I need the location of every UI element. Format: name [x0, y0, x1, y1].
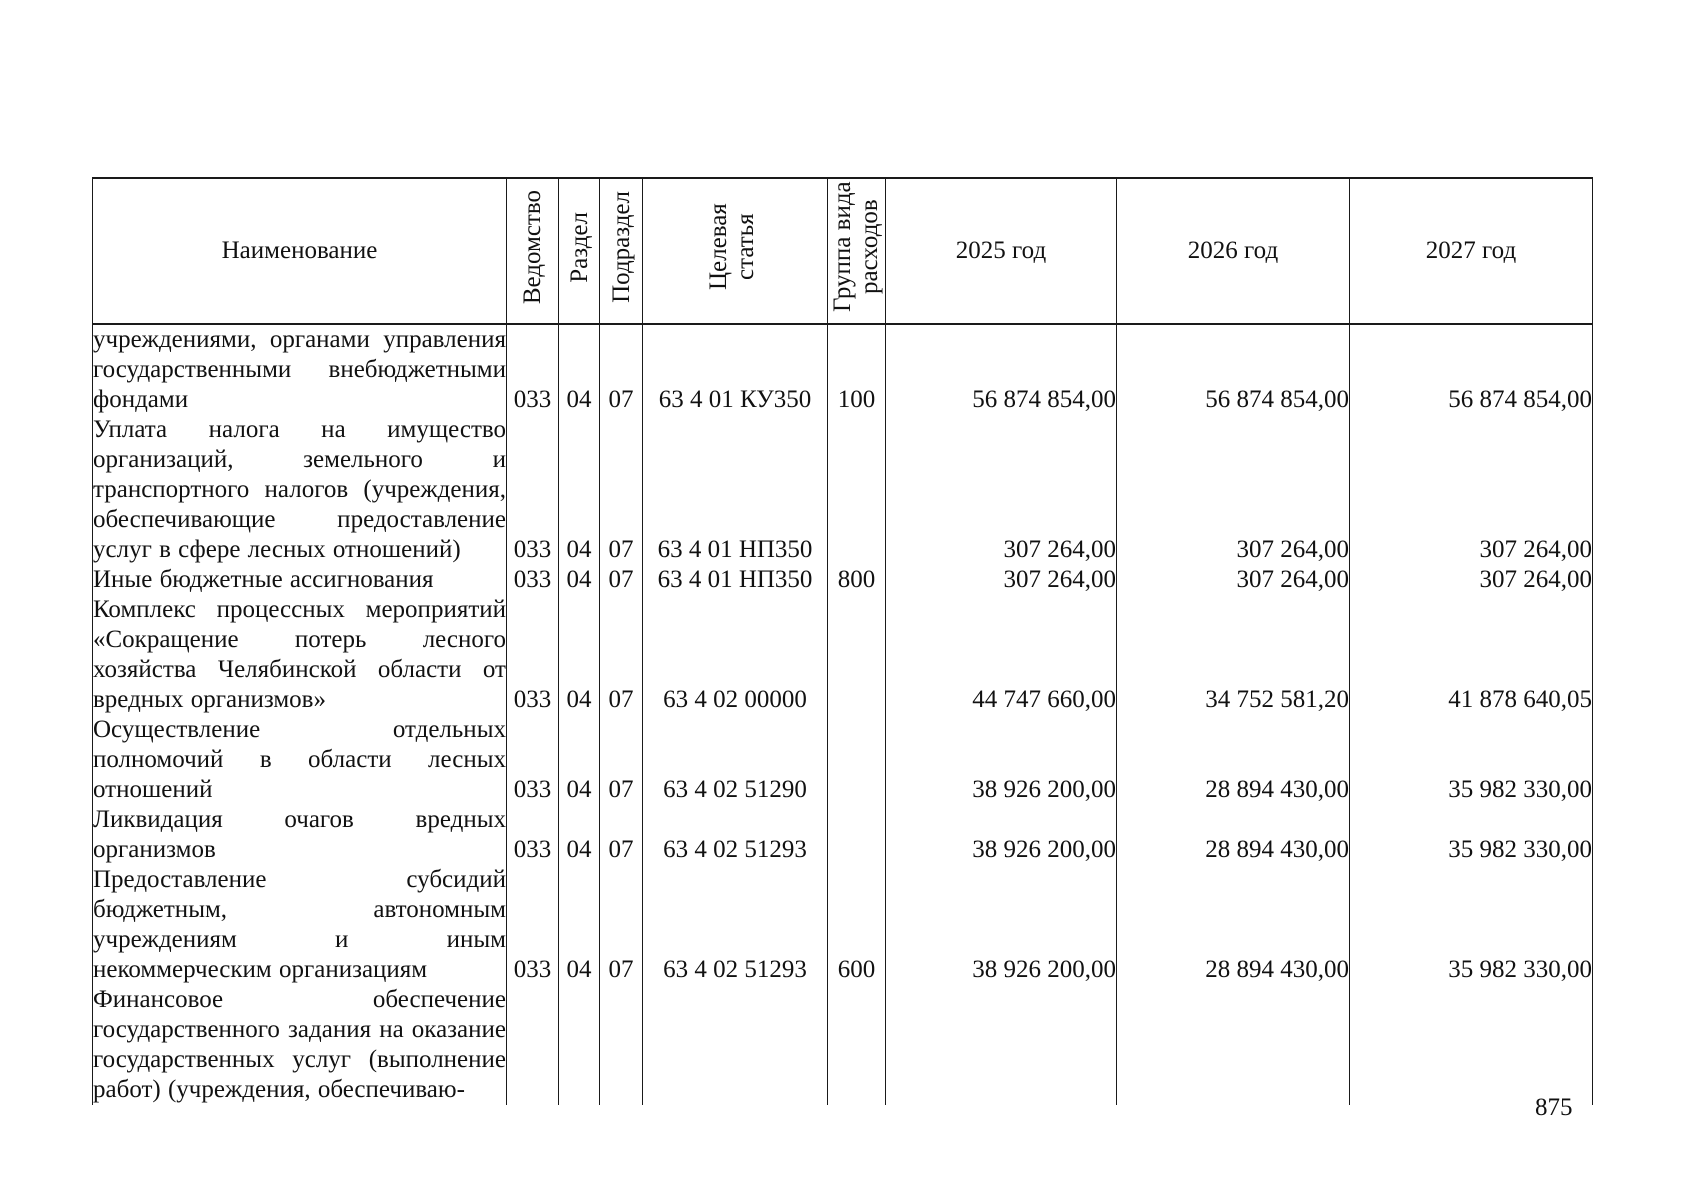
row-department: 033	[507, 415, 559, 565]
table-header-row	[93, 178, 1593, 324]
row-2025: 38 926 200,00	[886, 865, 1117, 985]
row-subsection: 07	[600, 865, 643, 985]
row-section: 04	[559, 865, 600, 985]
row-2027	[1350, 985, 1593, 1105]
row-name: Финансовое обеспечение государственного задания на оказание государственных услуг (выполнение работ) (учреждения, обеспечиваю-	[93, 986, 506, 1103]
row-2027: 35 982 330,00	[1350, 865, 1593, 985]
row-2026: 28 894 430,00	[1117, 805, 1350, 865]
row-target-article: 63 4 02 51290	[643, 715, 828, 805]
row-expense-group	[828, 985, 886, 1105]
row-expense-group	[828, 805, 886, 865]
table-row	[93, 324, 1593, 415]
row-section	[559, 985, 600, 1105]
row-2025	[886, 985, 1117, 1105]
row-department: 033	[507, 715, 559, 805]
row-name: учреждениями, органами управления государственными внебюджетными фондами	[93, 326, 506, 413]
row-target-article: 63 4 02 00000	[643, 595, 828, 715]
table-row	[93, 415, 1593, 565]
row-expense-group: 800	[828, 565, 886, 595]
row-subsection: 07	[600, 715, 643, 805]
row-subsection: 07	[600, 595, 643, 715]
row-subsection: 07	[600, 415, 643, 565]
row-expense-group: 600	[828, 865, 886, 985]
row-department: 033	[507, 595, 559, 715]
header-2025: 2025 год	[886, 178, 1117, 324]
row-2025: 44 747 660,00	[886, 595, 1117, 715]
row-2025: 38 926 200,00	[886, 805, 1117, 865]
row-2027: 35 982 330,00	[1350, 805, 1593, 865]
row-section: 04	[559, 415, 600, 565]
row-section: 04	[559, 565, 600, 595]
row-2026: 307 264,00	[1117, 565, 1350, 595]
row-target-article: 63 4 01 НП350	[643, 565, 828, 595]
row-name: Иные бюджетные ассигнования	[93, 565, 507, 595]
row-name: Предоставление субсидий бюджетным, автономным учреждениям и иным некоммерческим организациям	[93, 866, 506, 983]
row-name: Ликвидация очагов вредных организмов	[93, 806, 506, 863]
row-expense-group	[828, 595, 886, 715]
row-department: 033	[507, 324, 559, 415]
row-2027: 307 264,00	[1350, 415, 1593, 565]
header-department: Ведомство	[507, 178, 559, 324]
row-expense-group	[828, 715, 886, 805]
header-target-article: Целевая статья	[643, 178, 828, 324]
row-target-article	[643, 985, 828, 1105]
row-department: 033	[507, 565, 559, 595]
row-subsection: 07	[600, 805, 643, 865]
row-department: 033	[507, 865, 559, 985]
row-2025: 307 264,00	[886, 565, 1117, 595]
table-row	[93, 805, 1593, 865]
row-2026: 28 894 430,00	[1117, 865, 1350, 985]
table-row	[93, 985, 1593, 1105]
row-2027: 35 982 330,00	[1350, 715, 1593, 805]
row-section: 04	[559, 805, 600, 865]
row-section: 04	[559, 324, 600, 415]
row-2025: 56 874 854,00	[886, 324, 1117, 415]
row-2027: 56 874 854,00	[1350, 324, 1593, 415]
row-expense-group: 100	[828, 324, 886, 415]
row-2026: 56 874 854,00	[1117, 324, 1350, 415]
row-section: 04	[559, 595, 600, 715]
header-2026: 2026 год	[1117, 178, 1350, 324]
row-2027: 41 878 640,05	[1350, 595, 1593, 715]
header-expense-group: Группа вида расходов	[828, 178, 886, 324]
row-subsection	[600, 985, 643, 1105]
row-2026: 34 752 581,20	[1117, 595, 1350, 715]
row-department: 033	[507, 805, 559, 865]
row-target-article: 63 4 01 НП350	[643, 415, 828, 565]
row-2025: 307 264,00	[886, 415, 1117, 565]
header-name: Наименование	[93, 178, 507, 324]
row-target-article: 63 4 02 51293	[643, 865, 828, 985]
row-expense-group	[828, 415, 886, 565]
row-subsection: 07	[600, 565, 643, 595]
row-target-article: 63 4 01 КУ350	[643, 324, 828, 415]
page-number: 875	[1535, 1094, 1573, 1121]
header-section: Раздел	[559, 178, 600, 324]
row-2026: 28 894 430,00	[1117, 715, 1350, 805]
budget-table	[92, 177, 1593, 1105]
table-row	[93, 715, 1593, 805]
row-2026: 307 264,00	[1117, 415, 1350, 565]
row-name: Уплата налога на имущество организаций, земельного и транспортного налогов (учреждения, обеспечивающие предоставление услуг в сфере лесных отношений)	[93, 416, 506, 563]
row-2025: 38 926 200,00	[886, 715, 1117, 805]
budget-table-sheet	[92, 177, 1592, 1103]
row-name: Комплекс процессных мероприятий «Сокращение потерь лесного хозяйства Челябинской области от вредных организмов»	[93, 596, 506, 713]
row-name: Осуществление отдельных полномочий в области лесных отношений	[93, 716, 506, 803]
table-row	[93, 595, 1593, 715]
row-subsection: 07	[600, 324, 643, 415]
row-section: 04	[559, 715, 600, 805]
table-row	[93, 865, 1593, 985]
row-department	[507, 985, 559, 1105]
header-subsection: Подраздел	[600, 178, 643, 324]
header-2027: 2027 год	[1350, 178, 1593, 324]
row-2026	[1117, 985, 1350, 1105]
table-row	[93, 565, 1593, 595]
row-target-article: 63 4 02 51293	[643, 805, 828, 865]
row-2027: 307 264,00	[1350, 565, 1593, 595]
